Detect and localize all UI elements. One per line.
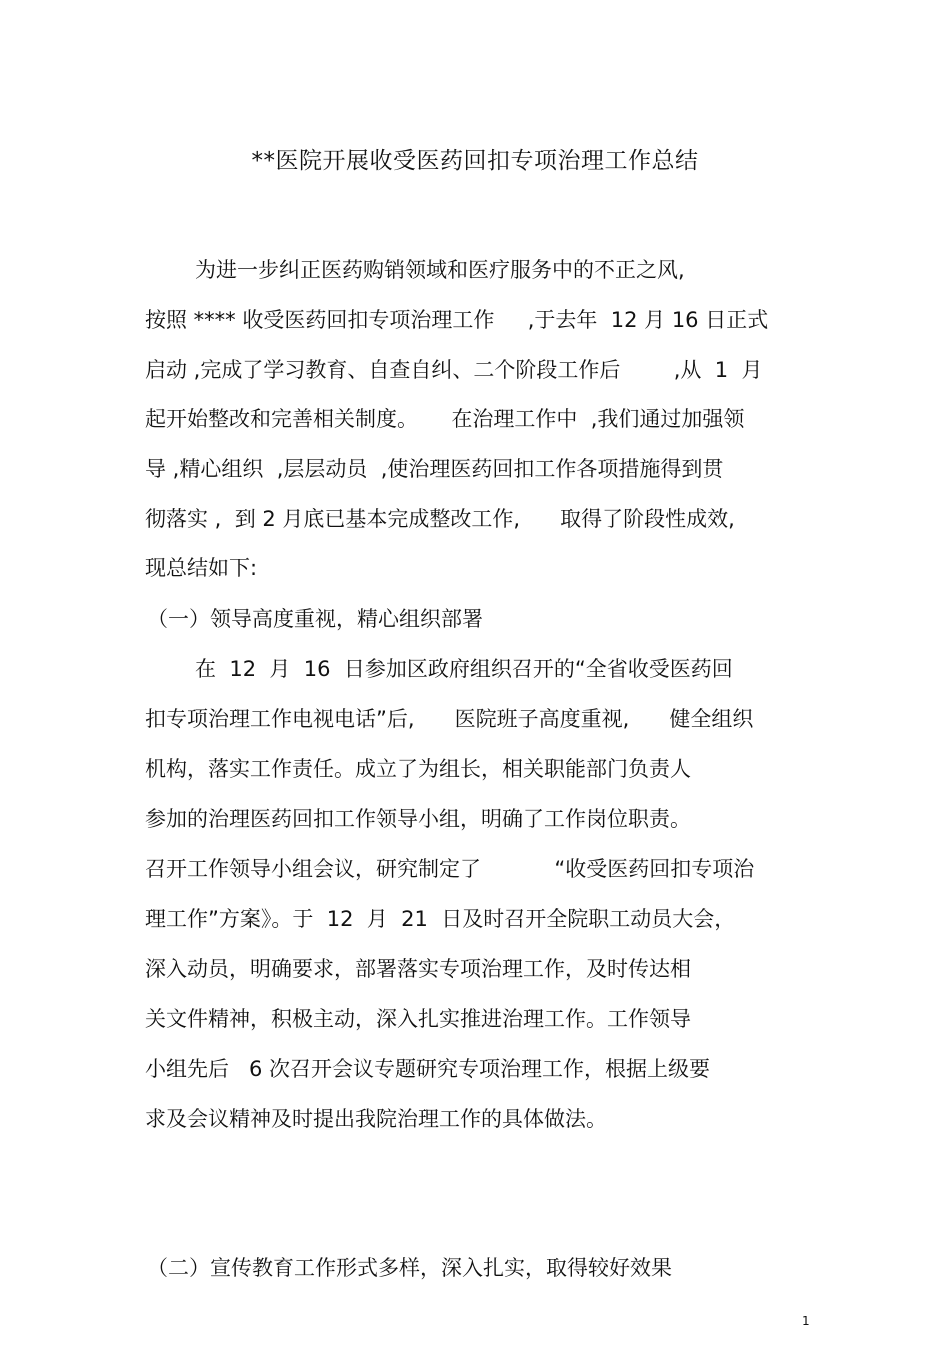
- paragraph-line: 彻落实 , 到 2 月底已基本完成整改工作, 取得了阶段性成效,: [145, 507, 735, 531]
- paragraph-line: 导 ,精心组织 ,层层动员 ,使治理医药回扣工作各项措施得到贯: [145, 457, 724, 481]
- paragraph-line: 召开工作领导小组会议，研究制定了 “收受医药回扣专项治: [145, 857, 755, 881]
- paragraph-line: 小组先后 6 次召开会议专题研究专项治理工作，根据上级要: [145, 1057, 711, 1081]
- paragraph-line: 按照 **** 收受医药回扣专项治理工作 ,于去年 12 月 16 日正式: [145, 308, 769, 332]
- section-heading: （一）领导高度重视，精心组织部署: [147, 607, 483, 631]
- paragraph-line: 起开始整改和完善相关制度。 在治理工作中 ,我们通过加强领: [145, 407, 745, 431]
- paragraph-line: 求及会议精神及时提出我院治理工作的具体做法。: [145, 1107, 607, 1131]
- paragraph-line: 启动 ,完成了学习教育、自查自纠、二个阶段工作后 ,从 1 月: [145, 358, 763, 382]
- paragraph-line: 扣专项治理工作电视电话”后, 医院班子高度重视, 健全组织: [145, 707, 754, 731]
- paragraph-line: 为进一步纠正医药购销领域和医疗服务中的不正之风,: [195, 258, 685, 282]
- paragraph-line: 理工作”方案》。于 12 月 21 日及时召开全院职工动员大会，: [145, 907, 736, 931]
- document-title: **医院开展收受医药回扣专项治理工作总结: [251, 148, 699, 174]
- section-heading: （二）宣传教育工作形式多样，深入扎实，取得较好效果: [147, 1256, 672, 1280]
- paragraph-line: 深入动员，明确要求，部署落实专项治理工作，及时传达相: [145, 957, 691, 981]
- paragraph-line: 参加的治理医药回扣工作领导小组，明确了工作岗位职责。: [145, 807, 691, 831]
- paragraph-line: 在 12 月 16 日参加区政府组织召开的“全省收受医药回: [195, 657, 733, 681]
- paragraph-line: 机构，落实工作责任。成立了为组长，相关职能部门负责人: [145, 757, 691, 781]
- paragraph-line: 现总结如下:: [145, 556, 258, 580]
- paragraph-line: 关文件精神，积极主动，深入扎实推进治理工作。工作领导: [145, 1007, 691, 1031]
- page-number: 1: [802, 1314, 810, 1328]
